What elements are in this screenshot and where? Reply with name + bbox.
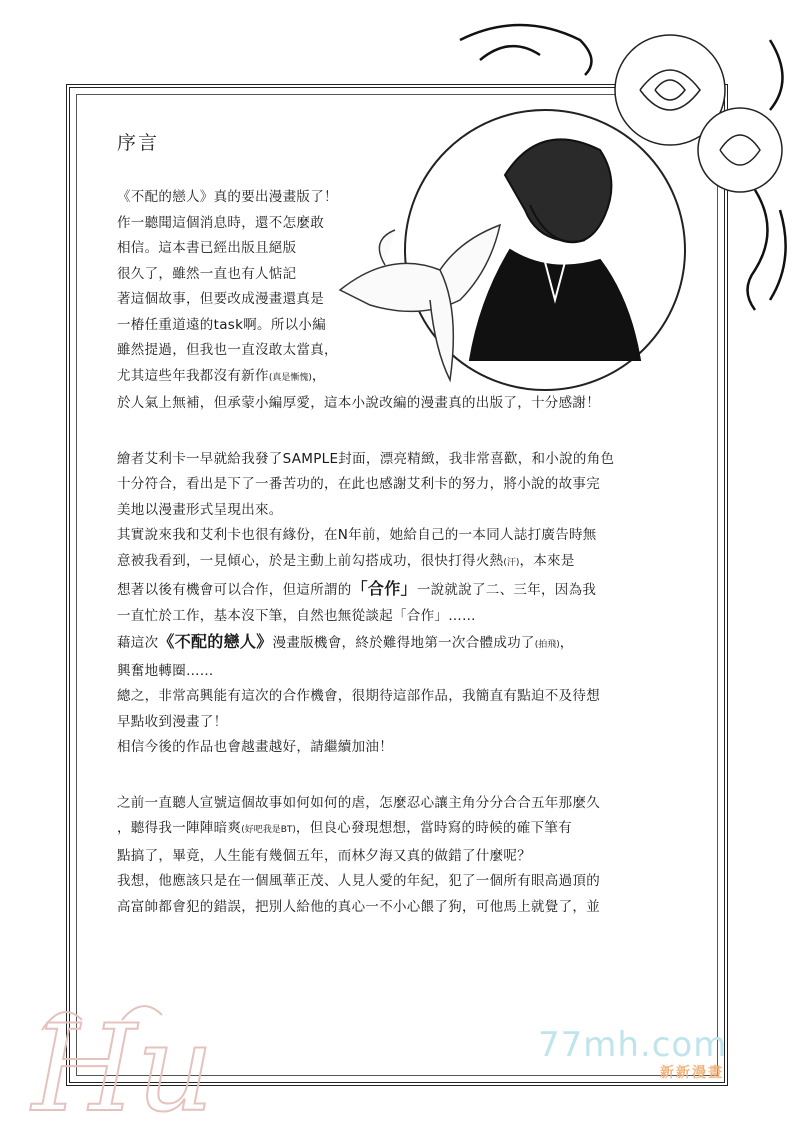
emphasis-title: 《不配的戀人》 [158,632,273,651]
text-line: 總之，非常高興能有這次的合作機會，很期待這部作品，我簡直有點迫不及待想 [117,688,600,704]
text-line: 相信。這本書已經出版且絕版 [117,240,297,256]
text-line: 其實說來我和艾利卡也很有緣份，在N年前，她給自己的一本同人誌打廣告時無 [117,527,597,543]
inline-note: (真是慚愧) [268,372,312,383]
text-line: 尤其這些年我都沒有新作(真是慚愧)， [117,367,326,384]
inline-note: (汗) [503,557,520,568]
inline-note: (好吧我是BT) [241,825,296,835]
text-line: 我想，他應該只是在一個風華正茂、人見人愛的年紀，犯了一個所有眼高過頂的 [117,873,600,889]
emphasis-term: 「合作」 [351,579,417,598]
text-line: 著這個故事，但要改成漫畫還真是 [117,291,324,307]
text-line: 點搞了，畢竟，人生能有幾個五年，而林夕海又真的做錯了什麼呢？ [117,847,531,864]
inline-note: (拍飛) [534,640,560,650]
text-line: 雖然提過，但我也一直沒敢太當真， [117,342,338,358]
text-line: 作一聽聞這個消息時，還不怎麼敢 [117,214,324,231]
monogram-text: Hu [32,1000,214,1139]
text-line: 早點收到漫畫了！ [117,713,228,730]
text-line: 於人氣上無補，但承蒙小編厚愛，這本小說改編的漫畫真的出版了，十分感謝！ [117,395,600,411]
text-line: 想著以後有機會可以合作，但這所謂的「合作」一說就說了二、三年，因為我 [117,579,597,598]
text-line: 很久了，雖然一直也有人惦記 [117,265,297,282]
text-line: ，聽得我一陣陣暗爽(好吧我是BT)，但良心發現想想，當時寫的時候的確下筆有 [117,820,572,836]
watermark-url: 77mh.com [538,1025,728,1065]
text-line: 十分符合，看出是下了一番苦功的，在此也感謝艾利卡的努力，將小說的故事完 [117,476,600,492]
page-title: 序言 [117,132,160,154]
text-line: 一椿任重道遠的task啊。所以小編 [117,316,327,333]
text-line: 相信今後的作品也會越畫越好，請繼續加油！ [117,739,393,755]
monogram-logo [22,990,214,1139]
preface-text [117,185,717,920]
text-line: 美地以漫畫形式呈現出來。 [117,501,283,518]
text-line: 之前一直聽人宣號這個故事如何如何的虐，怎麼忍心讓主角分分合合五年那麼久 [117,794,600,811]
text-line: 意被我看到，一見傾心，於是主動上前勾搭成功，很快打得火熱(汗)，本來是 [117,552,575,569]
watermark-subtitle: 新新漫畫 [660,1065,724,1081]
text-line: 一直忙於工作，基本沒下筆，自然也無從談起「合作」…… [117,607,476,624]
text-line: 興奮地轉圈…… [117,662,214,679]
text-line: 繪者艾利卡一早就給我發了SAMPLE封面，漂亮精緻，我非常喜歡，和小說的角色 [117,450,615,467]
text-line: 《不配的戀人》真的要出漫畫版了！ [117,189,338,205]
text-line: 藉這次《不配的戀人》漫畫版機會，終於難得地第一次合體成功了(拍飛)， [117,632,574,651]
text-line: 高富帥都會犯的錯誤，把別人給他的真心一不小心餵了狗，可他馬上就覺了，並 [117,898,600,915]
